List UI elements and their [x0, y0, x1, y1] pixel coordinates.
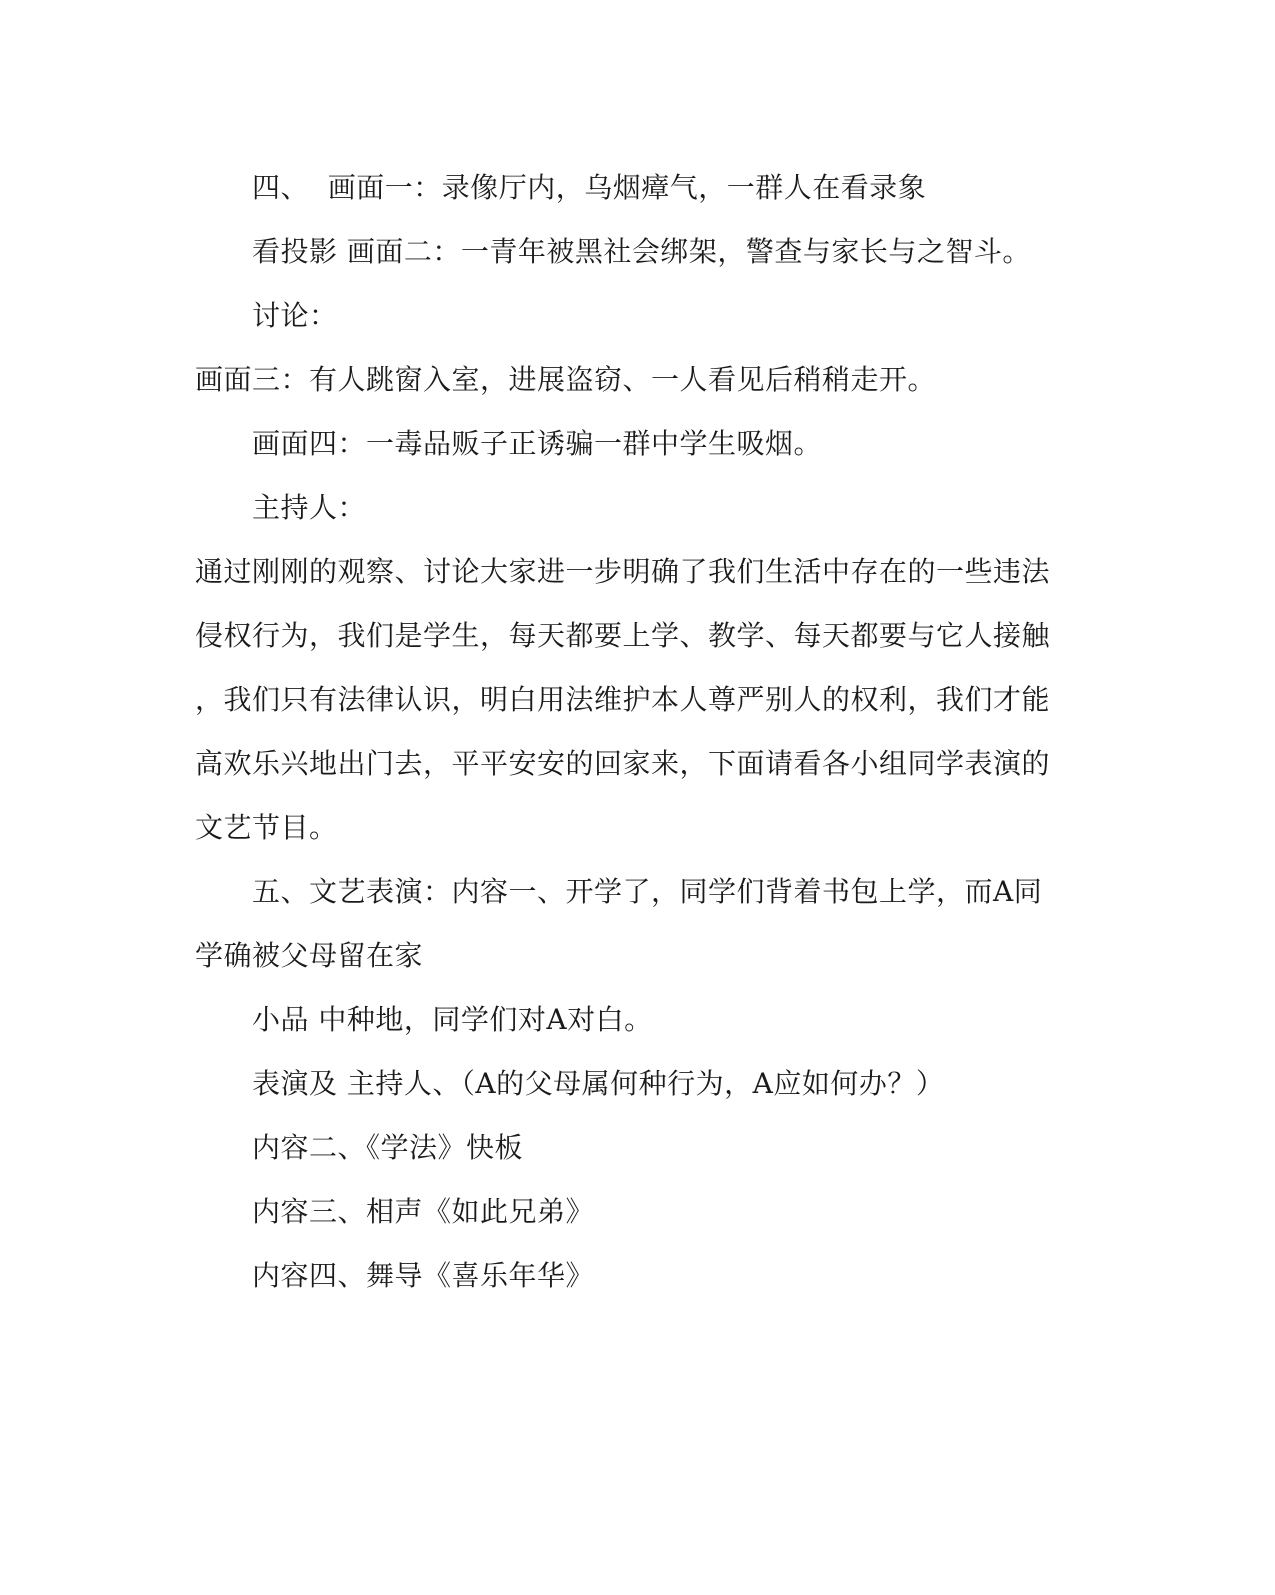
text-line-scene-one: 四、 画面一：录像厅内，乌烟瘴气，一群人在看录象: [252, 171, 927, 204]
text-line-scene-three: 画面三：有人跳窗入室，进展盗窃、一人看见后稍稍走开。: [195, 363, 937, 396]
text-line-paragraph-2: 侵权行为，我们是学生，每天都要上学、教学、每天都要与它人接触: [195, 619, 1051, 652]
text-line-skit: 小品 中种地，同学们对A对白。: [252, 1003, 653, 1036]
text-line-paragraph-1: 通过刚刚的观察、讨论大家进一步明确了我们生活中存在的一些违法: [195, 555, 1051, 588]
text-line-content-two: 内容二、《学法》快板: [252, 1131, 524, 1164]
text-line-content-three: 内容三、相声《如此兄弟》: [252, 1195, 595, 1228]
text-line-content-four: 内容四、舞导《喜乐年华》: [252, 1259, 595, 1292]
text-line-paragraph-3: ，我们只有法律认识，明白用法维护本人尊严别人的权利，我们才能: [195, 683, 1051, 716]
text-line-performance-2: 学确被父母留在家: [195, 939, 424, 972]
text-line-scene-two: 看投影 画面二：一青年被黑社会绑架，警查与家长与之智斗。: [252, 235, 1031, 268]
text-line-paragraph-5: 文艺节目。: [195, 811, 338, 844]
text-line-scene-four: 画面四：一毒品贩子正诱骗一群中学生吸烟。: [252, 427, 823, 460]
text-line-host-question: 表演及 主持人、（A的父母属何种行为，A应如何办？）: [252, 1067, 945, 1100]
text-line-paragraph-4: 高欢乐兴地出门去，平平安安的回家来，下面请看各小组同学表演的: [195, 747, 1051, 780]
text-line-discussion: 讨论：: [252, 299, 338, 332]
text-line-performance-1: 五、文艺表演：内容一、开学了，同学们背着书包上学，而A同: [252, 875, 1043, 908]
text-line-host: 主持人：: [252, 491, 367, 524]
